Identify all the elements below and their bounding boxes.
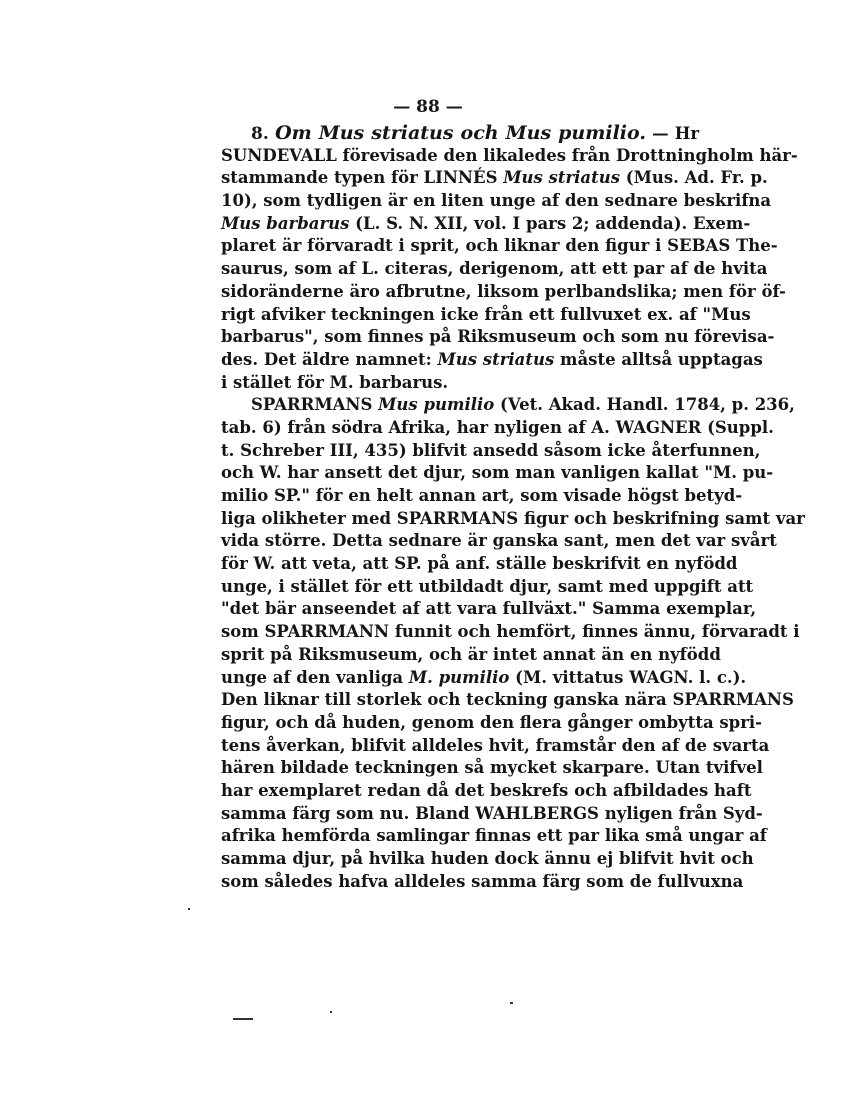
text-line: 8. Om Mus striatus och Mus pumilio. — Hr	[251, 122, 700, 144]
text-line: för W. att veta, att SP. på anf. ställe beskrifvit en nyfödd	[221, 554, 738, 574]
text-line: saurus, som af L. citeras, derigenom, att ett par af de hvita	[221, 259, 768, 279]
text-line: des. Det äldre namnet: Mus striatus måste alltså upptagas	[221, 349, 763, 369]
text-line: tab. 6) från södra Afrika, har nyligen af A. WAGNER (Suppl.	[221, 417, 774, 437]
text-line: vida större. Detta sednare är ganska sant, men det var svårt	[221, 531, 777, 551]
text-line: plaret är förvaradt i sprit, och liknar den figur i SEBAS The-	[221, 236, 778, 256]
text-line: figur, och då huden, genom den flera gånger ombytta spri-	[221, 712, 763, 732]
text-line: har exemplaret redan då det beskrefs och afbildades haft	[221, 780, 752, 800]
text-line: tens åverkan, blifvit alldeles hvit, framstår den af de svarta	[221, 735, 770, 755]
text-line: samma färg som nu. Bland WAHLBERGS nyligen från Syd-	[221, 803, 763, 823]
text-line: SPARRMANS Mus pumilio (Vet. Akad. Handl. 1784, p. 236,	[251, 395, 795, 415]
text-line: liga olikheter med SPARRMANS figur och beskrifning samt var	[221, 508, 805, 528]
text-line: och W. har ansett det djur, som man vanligen kallat "M. pu-	[221, 463, 774, 483]
text-line: rigt afviker teckningen icke från ett fullvuxet ex. af "Mus	[221, 304, 751, 324]
text-line: Mus barbarus (L. S. N. XII, vol. I pars 2; addenda). Exem-	[221, 213, 751, 233]
scan-speck	[510, 1002, 513, 1004]
text-line: milio SP." för en helt annan art, som visade högst betyd-	[221, 486, 743, 505]
text-line: t. Schreber III, 435) blifvit ansedd såsom icke återfunnen,	[221, 440, 761, 460]
text-line: SUNDEVALL förevisade den likaledes från Drottningholm här-	[221, 145, 798, 165]
text-line: "det bär anseendet af att vara fullväxt." Samma exemplar,	[221, 599, 757, 619]
scan-dash	[233, 1018, 253, 1020]
text-line: sidoränderne äro afbrutne, liksom perlbandslika; men för öf-	[221, 281, 786, 301]
section-title: Om Mus striatus och Mus pumilio.	[275, 122, 646, 144]
text-line: stammande typen för LINNÉS Mus striatus (Mus. Ad. Fr. p.	[221, 168, 768, 188]
text-line: barbarus", som finnes på Riksmuseum och som nu förevisa-	[221, 327, 775, 347]
text-line: hären bildade teckningen så mycket skarpare. Utan tvifvel	[221, 758, 763, 778]
text-line: 10), som tydligen är en liten unge af den sednare beskrifna	[221, 191, 772, 211]
body-text	[221, 122, 805, 893]
text-line: Den liknar till storlek och teckning ganska nära SPARRMANS	[221, 690, 794, 710]
text-line: som SPARRMANN funnit och hemfört, finnes ännu, förvaradt i	[221, 622, 800, 642]
text-line: samma djur, på hvilka huden dock ännu ej blifvit hvit och	[221, 849, 754, 868]
text-line: i stället för M. barbarus.	[221, 372, 449, 392]
scan-speck	[330, 1011, 332, 1013]
scan-speck	[188, 908, 190, 910]
page-number: — 88 —	[393, 97, 463, 117]
text-line: unge af den vanliga M. pumilio (M. vittatus WAGN. l. c.).	[221, 667, 747, 687]
text-line: som således hafva alldeles samma färg som de fullvuxna	[221, 871, 744, 891]
text-line: unge, i stället för ett utbildadt djur, samt med uppgift att	[221, 576, 754, 596]
text-line: sprit på Riksmuseum, och är intet annat än en nyfödd	[221, 644, 721, 664]
text-line: afrika hemförda samlingar finnas ett par lika små ungar af	[221, 826, 767, 846]
